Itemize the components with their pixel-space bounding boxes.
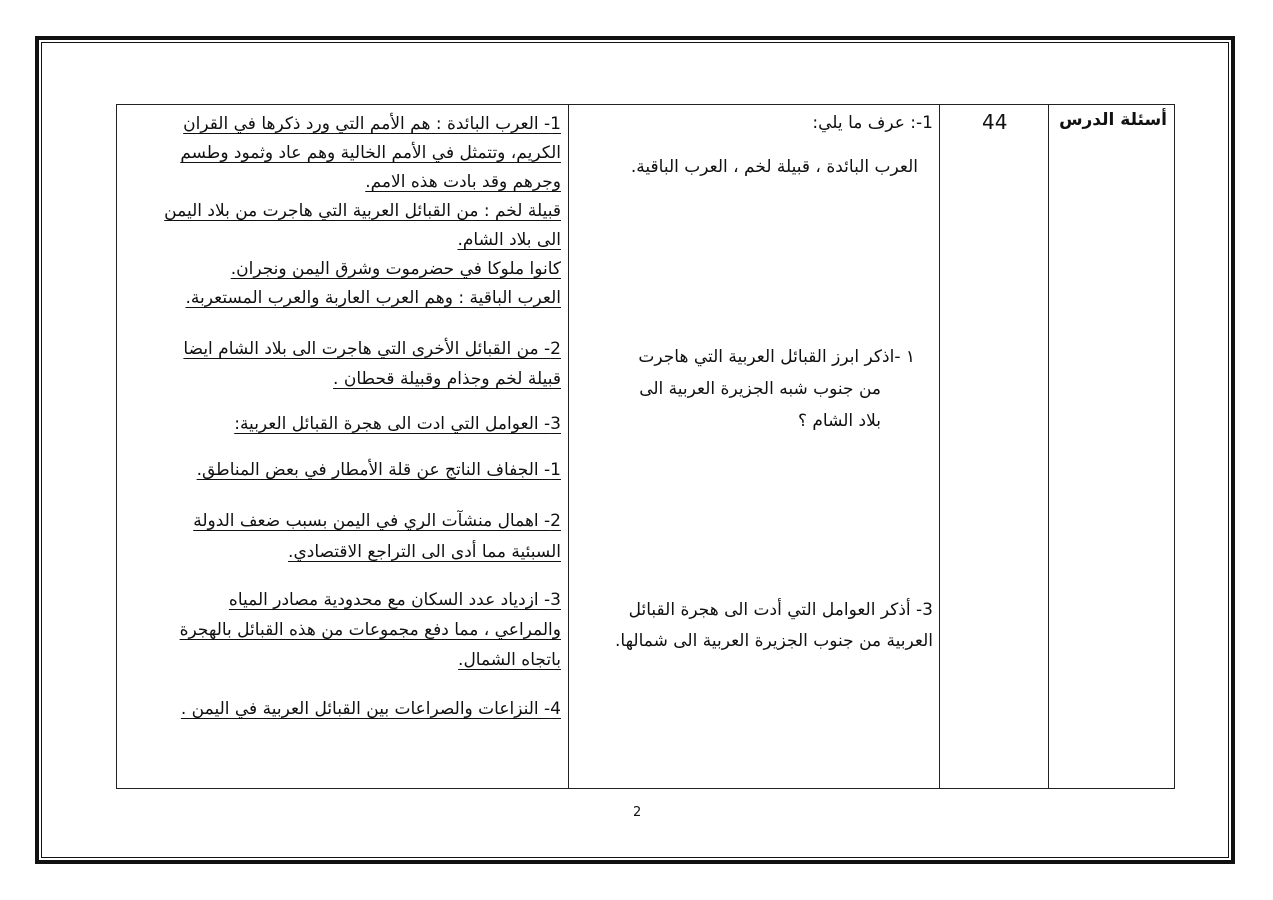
answer-3-factor-2-line: السبئية مما أدى الى التراجع الاقتصادي. bbox=[288, 542, 561, 562]
question-2-line-3: بلاد الشام ؟ bbox=[797, 411, 881, 431]
answer-2-line: 2- من القبائل الأخرى التي هاجرت الى بلاد الشام ايضا bbox=[183, 339, 561, 359]
answer-1-line: وجرهم وقد بادت هذه الامم. bbox=[365, 172, 561, 192]
question-1-items: العرب البائدة ، قبيلة لخم ، العرب الباقية. bbox=[630, 157, 918, 177]
question-1-title: 1-: عرف ما يلي: bbox=[812, 113, 933, 133]
answer-1-line: قبيلة لخم : من القبائل العربية التي هاجرت من بلاد اليمن bbox=[164, 201, 561, 221]
answer-3-factor-4: 4- النزاعات والصراعات بين القبائل العربية في اليمن . bbox=[180, 699, 561, 719]
section-title: أسئلة الدرس bbox=[1059, 110, 1167, 130]
answer-3-factor-2 bbox=[193, 506, 561, 568]
page-number: 2 bbox=[633, 805, 642, 820]
answer-2-block bbox=[183, 334, 561, 394]
column-divider-page bbox=[1048, 104, 1049, 789]
answer-1-line: كانوا ملوكا في حضرموت وشرق اليمن ونجران. bbox=[230, 259, 561, 279]
answer-1-block bbox=[164, 110, 561, 313]
column-divider-questions bbox=[939, 104, 940, 789]
answer-3-factor-3-line: باتجاه الشمال. bbox=[458, 650, 561, 670]
answer-3-factor-3-line: والمراعي ، مما دفع مجموعات من هذه القبائل بالهجرة bbox=[179, 620, 561, 640]
column-divider-answers bbox=[568, 104, 569, 789]
answer-3-title: 3- العوامل التي ادت الى هجرة القبائل العربية: bbox=[234, 414, 561, 434]
question-2-line-2: من جنوب شبه الجزيرة العربية الى bbox=[639, 379, 881, 399]
answer-3-factor-2-line: 2- اهمال منشآت الري في اليمن بسبب ضعف الدولة bbox=[193, 511, 561, 531]
page-reference-number: 44 bbox=[982, 110, 1008, 134]
answer-3-factor-1: 1- الجفاف الناتج عن قلة الأمطار في بعض المناطق. bbox=[196, 460, 561, 480]
answer-1-line: الكريم، وتتمثل في الأمم الخالية وهم عاد وثمود وطسم bbox=[180, 143, 561, 163]
question-3-line-2: العربية من جنوب الجزيرة العربية الى شمالها. bbox=[614, 631, 933, 651]
question-3-line-1: 3- أذكر العوامل التي أدت الى هجرة القبائل bbox=[628, 600, 933, 620]
answer-1-line: العرب الباقية : وهم العرب العاربة والعرب المستعربة. bbox=[185, 288, 561, 308]
answer-1-line: 1- العرب البائدة : هم الأمم التي ورد ذكرها في القران bbox=[183, 114, 561, 134]
answer-3-factor-3 bbox=[180, 585, 561, 675]
answer-2-line: قبيلة لخم وجذام وقبيلة قحطان . bbox=[333, 369, 561, 389]
question-2-line-1: ١ -اذكر ابرز القبائل العربية التي هاجرت bbox=[638, 347, 915, 367]
answer-1-line: الى بلاد الشام. bbox=[457, 230, 561, 250]
answer-3-factor-3-line: 3- ازدياد عدد السكان مع محدودية مصادر المياه bbox=[228, 590, 561, 610]
